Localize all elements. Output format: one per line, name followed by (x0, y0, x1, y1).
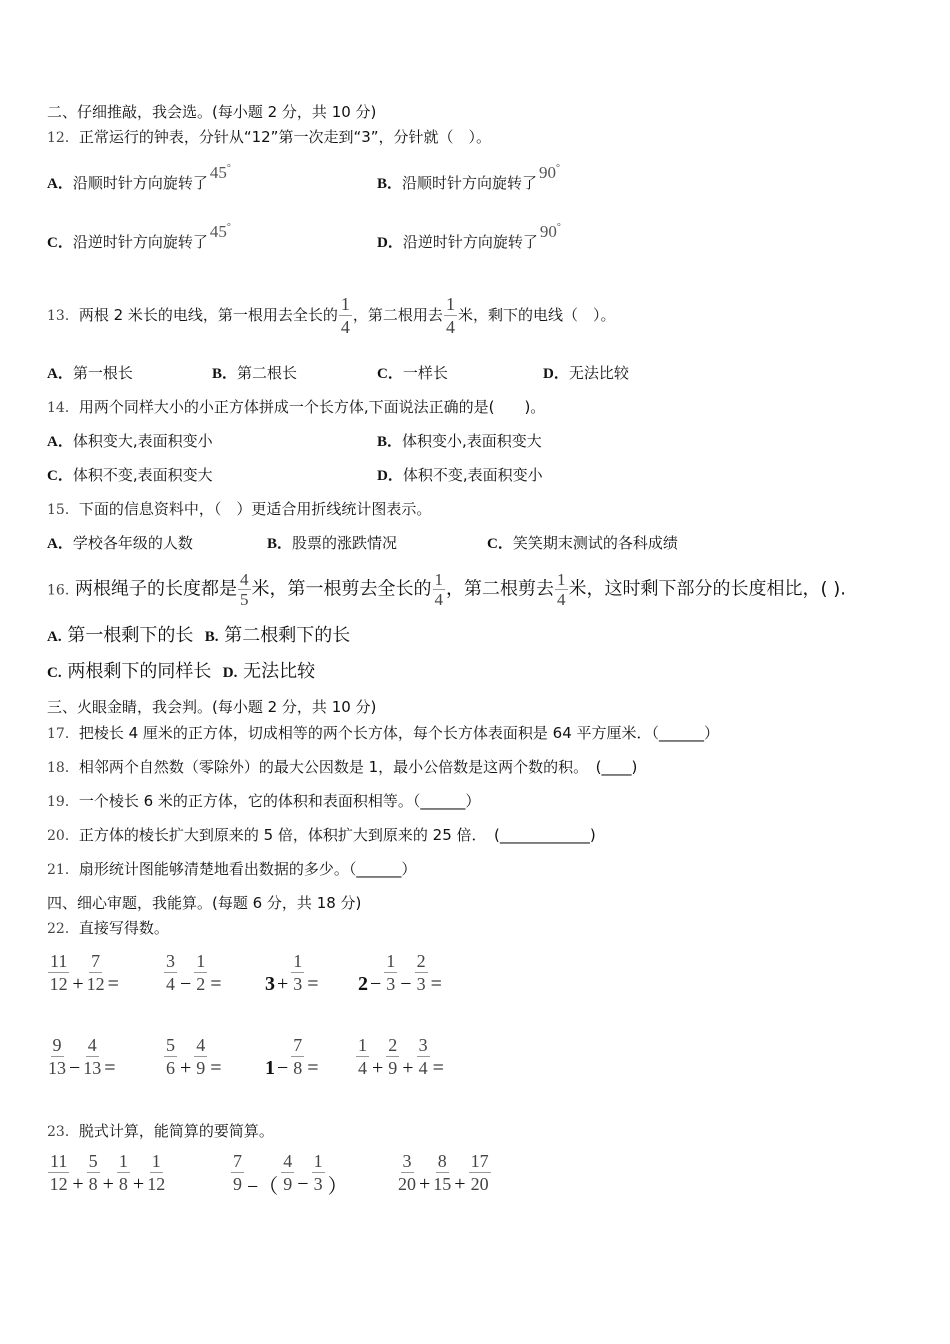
numerator: 4 (240, 570, 249, 589)
denominator: 8 (118, 1174, 128, 1194)
option-c[interactable] (377, 363, 448, 384)
fraction (48, 1150, 69, 1195)
expression (230, 1150, 350, 1198)
numerator: 11 (50, 951, 68, 971)
fraction (83, 1034, 101, 1079)
options-cd (47, 662, 315, 683)
option-text: 沿顺时针方向旋转了 (72, 174, 208, 192)
section-heading-3: 三、火眼金睛，我会判。(每小题 2 分，共 10 分) (47, 698, 377, 716)
expression (47, 1034, 118, 1079)
question-13 (47, 293, 615, 338)
operator: − (180, 973, 192, 995)
option-label: D． (377, 235, 403, 251)
option-label: A． (47, 536, 73, 552)
question-text: 正常运行的钟表，分针从“12”第一次走到“3”，分针就（ ）。 (78, 128, 492, 146)
operator: − (400, 973, 412, 995)
question-text: 用两个同样大小的小正方体拼成一个长方体,下面说法正确的是( )。 (78, 398, 546, 416)
operator: + (419, 1173, 431, 1195)
fraction (469, 1150, 491, 1195)
numerator: 9 (52, 1035, 62, 1055)
denominator: 4 (445, 317, 455, 337)
fraction (415, 950, 428, 995)
option-text: 体积不变,表面积变小 (402, 466, 543, 484)
option-label: A． (47, 366, 73, 382)
question-number: 15． (47, 502, 79, 518)
numerator: 5 (88, 1151, 98, 1171)
options-ab (47, 626, 350, 647)
question-text: 相邻两个自然数（零除外）的最大公因数是 1，最小公倍数是这两个数的积。 (____) (78, 758, 638, 776)
numerator: 3 (166, 951, 175, 971)
question-16 (47, 570, 846, 609)
fraction (87, 950, 105, 995)
fraction (87, 1150, 100, 1195)
option-d[interactable] (377, 465, 543, 486)
fraction (194, 950, 207, 995)
operator: = (210, 1057, 222, 1079)
numerator: 1 (118, 1151, 128, 1171)
option-label: A． (47, 434, 73, 450)
denominator: 3 (293, 974, 303, 994)
option-b[interactable] (267, 533, 397, 554)
operator: + (72, 973, 84, 995)
fraction (417, 1034, 430, 1079)
integer: 2 (358, 973, 368, 995)
option-b[interactable] (377, 431, 542, 452)
option-b[interactable] (205, 625, 351, 646)
denominator: 13 (83, 1058, 102, 1078)
option-text: 体积不变,表面积变大 (72, 466, 213, 484)
expression (163, 1034, 224, 1079)
option-label: B． (267, 536, 293, 552)
denominator: 4 (166, 974, 175, 994)
denominator: 9 (233, 1174, 242, 1194)
option-a[interactable] (47, 363, 133, 384)
question-20 (47, 825, 596, 846)
question-text: 一个棱长 6 米的正方体，它的体积和表面积相等。（______） (78, 792, 481, 810)
denominator: 8 (88, 1174, 98, 1194)
fraction (398, 1150, 416, 1195)
question-text: 把棱长 4 厘米的正方体，切成相等的两个长方体，每个长方体表面积是 64 平方厘米．（______） (78, 724, 720, 742)
denominator: 20 (470, 1174, 489, 1194)
operator: + (180, 1057, 192, 1079)
fraction (433, 1150, 451, 1195)
denominator: 9 (388, 1058, 398, 1078)
option-a[interactable] (47, 533, 193, 554)
operator: = (107, 973, 119, 995)
denominator: 12 (147, 1174, 166, 1194)
denominator: 3 (313, 1174, 323, 1194)
expression (265, 950, 321, 995)
option-c[interactable] (47, 222, 231, 255)
option-b[interactable] (212, 363, 297, 384)
option-label: C． (47, 468, 73, 484)
question-text: 直接写得数。 (78, 919, 169, 937)
option-a[interactable] (47, 625, 193, 646)
numerator: 2 (416, 951, 426, 971)
operator: + (402, 1057, 414, 1079)
numerator: 1 (557, 570, 566, 589)
numerator: 8 (437, 1151, 447, 1171)
option-label: A． (47, 176, 73, 192)
question-12 (47, 127, 491, 148)
denominator: 12 (49, 1174, 68, 1194)
option-label: C． (487, 536, 513, 552)
fraction (147, 1150, 165, 1195)
numerator: 1 (151, 1151, 161, 1171)
expression (47, 1150, 166, 1195)
fraction (281, 1150, 294, 1195)
question-text: ，第二根用去 (352, 306, 443, 324)
fraction (238, 570, 251, 609)
operator: + (454, 1173, 466, 1195)
option-label: C． (377, 366, 403, 382)
fraction (386, 1034, 399, 1079)
denominator: 8 (293, 1058, 303, 1078)
question-19 (47, 791, 480, 812)
expression (358, 950, 444, 995)
question-number: 17． (47, 726, 79, 742)
option-text: 学校各年级的人数 (72, 534, 193, 552)
option-d[interactable] (377, 222, 561, 255)
option-label: D． (377, 468, 403, 484)
question-text: 米，第一根剪去全长的 (251, 578, 432, 600)
expression (265, 1034, 321, 1079)
question-number: 23． (47, 1124, 79, 1140)
numerator: 1 (434, 570, 443, 589)
option-label: D． (543, 366, 569, 382)
option-label: A. (47, 629, 62, 645)
numerator: 4 (196, 1035, 206, 1055)
numerator: 7 (91, 951, 101, 971)
option-text: 沿逆时针方向旋转了 (402, 233, 538, 251)
question-22 (47, 918, 169, 939)
fraction (312, 1150, 325, 1195)
question-number: 12． (47, 130, 79, 146)
denominator: 9 (196, 1058, 206, 1078)
denominator: 12 (86, 974, 105, 994)
question-number: 16. (47, 582, 70, 599)
fraction (291, 1034, 304, 1079)
operator: ） (327, 1176, 348, 1198)
option-text: 第一根剩下的长 (67, 625, 194, 646)
fraction (339, 293, 352, 338)
fraction (291, 950, 304, 995)
fraction (433, 570, 446, 609)
question-18 (47, 757, 637, 778)
fraction (555, 570, 568, 609)
question-text: 下面的信息资料中，（ ）更适合用折线统计图表示。 (78, 500, 432, 518)
fraction (48, 1034, 66, 1079)
angle-value: 90 ° (540, 222, 561, 241)
numerator: 1 (386, 951, 396, 971)
question-15 (47, 499, 431, 520)
numerator: 2 (388, 1035, 398, 1055)
numerator: 1 (313, 1151, 323, 1171)
option-text: 体积变小,表面积变大 (402, 432, 542, 450)
numerator: 4 (283, 1151, 293, 1171)
question-number: 14． (47, 400, 79, 416)
numerator: 3 (402, 1151, 412, 1171)
operator: + (372, 1057, 384, 1079)
option-d[interactable] (223, 661, 315, 682)
operator: − (277, 1057, 289, 1079)
expression (47, 950, 121, 995)
denominator: 3 (416, 974, 426, 994)
option-label: C． (47, 235, 73, 251)
option-a[interactable] (47, 163, 231, 196)
operator: −（ (247, 1176, 279, 1198)
fraction (164, 950, 177, 995)
expression (163, 950, 224, 995)
section-heading-4: 四、细心审题，我能算。(每题 6 分，共 18 分) (47, 894, 362, 912)
integer: 3 (265, 973, 275, 995)
question-text: 脱式计算，能简算的要简算。 (78, 1122, 274, 1140)
section-heading-2: 二、仔细推敲，我会选。(每小题 2 分，共 10 分) (47, 103, 377, 121)
denominator: 4 (434, 590, 443, 609)
question-number: 20． (47, 828, 79, 844)
angle-value: 45 ° (210, 222, 231, 241)
question-number: 22． (47, 921, 79, 937)
option-text: 股票的涨跌情况 (292, 534, 398, 552)
denominator: 4 (340, 317, 350, 337)
denominator: 2 (196, 974, 206, 994)
fraction (356, 1034, 369, 1079)
denominator: 4 (358, 1058, 367, 1078)
question-number: 21． (47, 862, 79, 878)
question-number: 13． (47, 308, 79, 324)
question-text: 两根 2 米长的电线，第一根用去全长的 (78, 306, 338, 324)
option-text: 两根剩下的同样长 (67, 661, 212, 682)
question-21 (47, 859, 416, 880)
question-14 (47, 397, 545, 418)
numerator: 17 (470, 1151, 489, 1171)
option-label: B． (212, 366, 238, 382)
operator: = (307, 973, 319, 995)
operator: = (104, 1057, 116, 1079)
operator: − (69, 1057, 81, 1079)
integer: 1 (265, 1057, 275, 1079)
operator: + (72, 1173, 84, 1195)
operator: = (307, 1057, 319, 1079)
question-number: 18． (47, 760, 79, 776)
operator: + (132, 1173, 145, 1195)
fraction (48, 950, 69, 995)
denominator: 12 (49, 974, 68, 994)
operator: + (277, 973, 289, 995)
option-text: 第二根剩下的长 (224, 625, 351, 646)
question-text: 正方体的棱长扩大到原来的 5 倍，体积扩大到原来的 25 倍． (____________) (78, 826, 596, 844)
question-text: 米，这时剩下部分的长度相比，( ). (568, 578, 846, 600)
question-text: 米，剩下的电线（ ）。 (457, 306, 616, 324)
numerator: 4 (87, 1035, 97, 1055)
denominator: 20 (398, 1174, 416, 1194)
option-text: 体积变大,表面积变小 (72, 432, 213, 450)
option-label: B． (377, 434, 403, 450)
fraction (444, 293, 457, 338)
numerator: 1 (196, 951, 206, 971)
question-text: 两根绳子的长度都是 (75, 578, 237, 600)
option-text: 无法比较 (243, 661, 316, 682)
option-a[interactable] (47, 431, 213, 452)
operator: + (102, 1173, 114, 1195)
option-text: 第二根长 (237, 364, 298, 382)
operator: − (370, 973, 382, 995)
question-23 (47, 1121, 274, 1142)
fraction (384, 950, 397, 995)
fraction (117, 1150, 130, 1195)
option-label: C. (47, 665, 62, 681)
option-text: 沿顺时针方向旋转了 (402, 174, 538, 192)
angle-value: 45 ° (210, 163, 231, 182)
numerator: 11 (50, 1151, 68, 1171)
expression (397, 1150, 492, 1195)
operator: = (210, 973, 222, 995)
fraction (194, 1034, 207, 1079)
denominator: 3 (386, 974, 396, 994)
denominator: 6 (166, 1058, 175, 1078)
fraction (231, 1150, 244, 1195)
denominator: 4 (557, 590, 566, 609)
denominator: 4 (418, 1058, 428, 1078)
numerator: 1 (293, 951, 303, 971)
option-label: B． (377, 176, 403, 192)
question-17 (47, 723, 719, 744)
denominator: 13 (48, 1058, 66, 1078)
numerator: 5 (166, 1035, 175, 1055)
denominator: 9 (283, 1174, 293, 1194)
operator: − (297, 1173, 309, 1195)
option-text: 无法比较 (568, 364, 629, 382)
option-text: 沿逆时针方向旋转了 (72, 233, 208, 251)
denominator: 15 (433, 1174, 452, 1194)
option-b[interactable] (377, 163, 560, 196)
numerator: 7 (293, 1035, 303, 1055)
option-c[interactable] (47, 465, 213, 486)
expression (355, 1034, 446, 1079)
operator: = (432, 1057, 444, 1079)
operator: = (430, 973, 442, 995)
numerator: 1 (445, 294, 455, 314)
option-text: 一样长 (402, 364, 448, 382)
fraction (164, 1034, 177, 1079)
numerator: 7 (233, 1151, 242, 1171)
question-number: 19． (47, 794, 79, 810)
option-c[interactable] (487, 533, 678, 554)
option-c[interactable] (47, 661, 211, 682)
numerator: 1 (358, 1035, 367, 1055)
question-text: ，第二根剪去 (446, 578, 554, 600)
angle-value: 90 ° (539, 163, 560, 182)
option-label: B. (204, 629, 219, 645)
numerator: 3 (418, 1035, 428, 1055)
denominator: 5 (240, 590, 249, 609)
option-text: 笑笑期末测试的各科成绩 (512, 534, 678, 552)
question-text: 扇形统计图能够清楚地看出数据的多少。（______） (78, 860, 417, 878)
option-d[interactable] (543, 363, 629, 384)
option-text: 第一根长 (72, 364, 133, 382)
numerator: 1 (340, 294, 350, 314)
option-label: D. (222, 665, 238, 681)
